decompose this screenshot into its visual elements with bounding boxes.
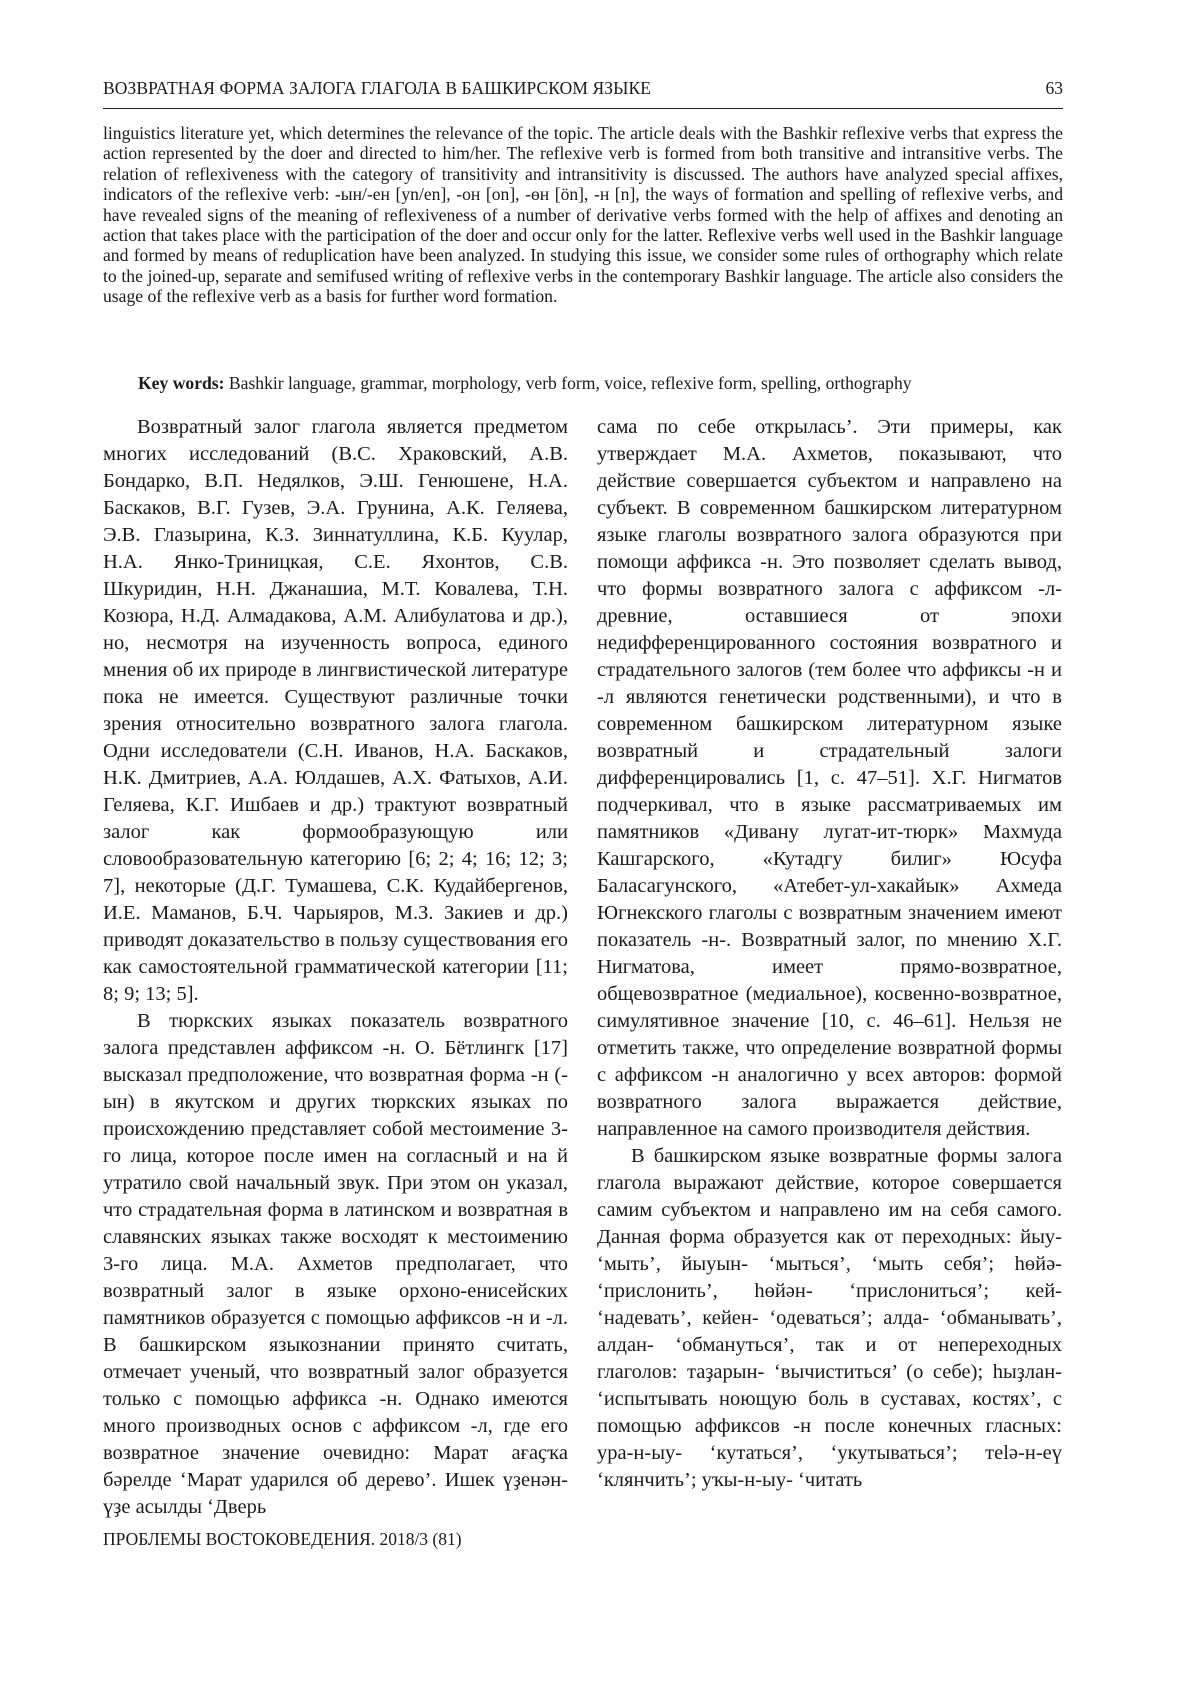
keywords-label: Key words: <box>138 373 225 393</box>
page-number: 63 <box>1045 78 1063 98</box>
body-paragraph: В башкирском языке возвратные формы залога глагола выражают действие, которое совершается самим субъектом и направлено им на себя самого. Данная форма образуется как от переходных: йыу- ‘мыть’, йыуын- ‘мыться’, ‘мыть себя’; һөйә- ‘прислонить’, һөйән- ‘прислониться’; кей- ‘надевать’, кейен- ‘одеваться’; алда- ‘обманывать’, алдан- ‘обмануться’, так и от непереходных глаголов: таҙарын- ‘вычиститься’ (о себе); һыҙлан- ‘испытывать ноющую боль в суставах, костях’, с помощью аффиксов -н после конечных гласных: ура-н-ыу- ‘кутаться’, ‘укутываться’; теlә-н-еү ‘клянчить’; уҡы-н-ыу- ‘читать <box>597 1145 1062 1491</box>
journal-footer: ПРОБЛЕМЫ ВОСТОКОВЕДЕНИЯ. 2018/3 (81) <box>103 1529 462 1549</box>
body-paragraph: В тюркских языках показатель возвратного залога представлен аффиксом -н. О. Бётлингк [17] высказал предположение, что возвратная форма -н (-ын) в якутском и других тюркских языках по происхождению представляет собой местоимение 3-го лица, которое после имен на согласный и на й утратило свой начальный звук. При этом он указал, что страдательная форма в латинском и возвратная в славянских языках также восходят к местоимению 3-го лица. М.А. Ахметов предполагает, что возвратный залог в языке орхоно-енисейских памятников образуется с помощью аффиксов -н и -л. В башкирском языкознании принято считать, отмечает ученый, что возвратный залог образуется только с помощью аффикса -н. Однако имеются много производных основ с аффиксом -л, где его возвратное значение очевидно: Марат ағаҫҡа бәрелде ‘Марат ударился об дерево’. Ишек үҙенән-үҙе асылды ‘Дверь <box>103 1010 568 1518</box>
running-title: ВОЗВРАТНАЯ ФОРМА ЗАЛОГА ГЛАГОЛА В БАШКИРСКОМ ЯЗЫКЕ <box>103 78 652 98</box>
body-column-left <box>103 414 568 1521</box>
abstract-text: linguistics literature yet, which determines the relevance of the topic. The article deals with the Bashkir reflexive verbs that express the action represented by the doer and directed to him/her. The reflexive verb is formed from both transitive and intransitive verbs. The relation of reflexiveness with the category of transitivity and intransitivity is discussed. The authors have analyzed special affixes, indicators of the reflexive verb: -ын/-ен [yn/en], -он [on], -өн [ön], -н [n], the ways of formation and spelling of reflexive verbs, and have revealed signs of the meaning of reflexiveness of a number of derivative verbs formed with the help of affixes and denoting an action that takes place with the participation of the doer and occur only for the latter. Reflexive verbs well used in the Bashkir language and formed by means of reduplication have been analyzed. In studying this issue, we consider some rules of orthography which relate to the joined-up, separate and semifused writing of reflexive verbs in the contemporary Bashkir language. The article also considers the usage of the reflexive verb as a basis for further word formation. <box>103 123 1063 307</box>
body-paragraph: Возвратный залог глагола является предметом многих исследований (В.С. Храковский, А.В. Бондарко, В.П. Недялков, Э.Ш. Генюшене, Н.А. Баскаков, В.Г. Гузев, Э.А. Грунина, А.К. Геляева, Э.В. Глазырина, К.З. Зиннатуллина, К.Б. Куулар, Н.А. Янко-Триницкая, С.Е. Яхонтов, С.В. Шкуридин, Н.Н. Джанашиа, М.Т. Ковалева, Т.Н. Козюра, Н.Д. Алмадакова, А.М. Алибулатова и др.), но, несмотря на изученность вопроса, единого мнения об их природе в лингвистической литературе пока не имеется. Существуют различные точки зрения относительно возвратного залога глагола. Одни исследователи (С.Н. Иванов, Н.А. Баскаков, Н.К. Дмитриев, А.А. Юлдашев, А.Х. Фатыхов, А.И. Геляева, К.Г. Ишбаев и др.) трактуют возвратный залог как формообразующую или словообразовательную категорию [6; 2; 4; 16; 12; 3; 7], некоторые (Д.Г. Тумашева, С.К. Кудайбергенов, И.Е. Маманов, Б.Ч. Чарыяров, М.З. Закиев и др.) приводят доказательство в пользу существования его как самостоятельной грамматической категории [11; 8; 9; 13; 5]. <box>103 416 568 1005</box>
running-header <box>103 78 1063 109</box>
body-column-right <box>597 414 1062 1494</box>
keywords-text: Bashkir language, grammar, morphology, verb form, voice, reflexive form, spelling, orthography <box>228 373 912 393</box>
keywords <box>138 373 1068 394</box>
body-paragraph: сама по себе открылась’. Эти примеры, как утверждает М.А. Ахметов, показывают, что действие совершается субъектом и направлено на субъект. В современном башкирском литературном языке глаголы возвратного залога образуются при помощи аффикса -н. Это позволяет сделать вывод, что формы возвратного залога с аффиксом -л- древние, оставшиеся от эпохи недифференцированного состояния возвратного и страдательного залогов (тем более что аффиксы -н и -л являются генетически родственными), и что в современном башкирском литературном языке возвратный и страдательный залоги дифференцировались [1, с. 47–51]. Х.Г. Нигматов подчеркивал, что в языке рассматриваемых им памятников «Дивану лугат-ит-тюрк» Махмуда Кашгарского, «Кутадгу билиг» Юсуфа Баласагунского, «Атебет-ул-хакайык» Ахмеда Югнекского глаголы с возвратным значением имеют показатель -н-. Возвратный залог, по мнению Х.Г. Нигматова, имеет прямо-возвратное, общевозвратное (медиальное), косвенно-возвратное, симулятивное значение [10, с. 46–61]. Нельзя не отметить также, что определение возвратной формы с аффиксом -н аналогично у всех авторов: формой возвратного залога выражается действие, направленное на самого производителя действия. <box>597 416 1062 1140</box>
